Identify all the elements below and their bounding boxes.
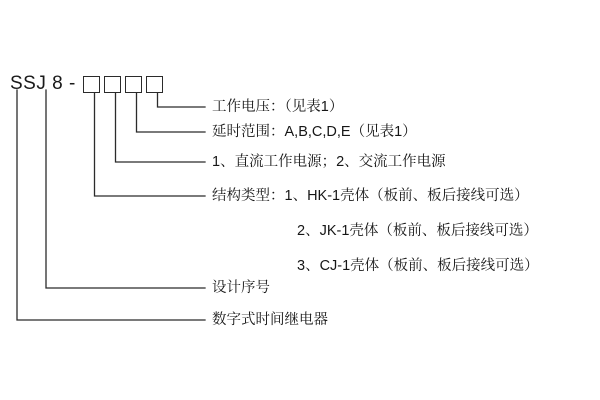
leader-delay-range — [137, 93, 206, 132]
label-design-number: 设计序号 — [212, 280, 270, 296]
label-structure-type-2: 2、JK-1壳体（板前、板后接线可选） — [297, 223, 538, 239]
leader-structure-type — [95, 93, 206, 196]
model-code-text: SSJ 8 - — [10, 73, 76, 94]
label-delay-range: 延时范围：A,B,C,D,E（见表1） — [212, 124, 417, 140]
leader-working-voltage — [158, 93, 206, 107]
leader-design-number — [46, 90, 205, 288]
label-structure-type-3: 3、CJ-1壳体（板前、板后接线可选） — [297, 258, 539, 274]
label-product-name: 数字式时间继电器 — [212, 312, 328, 328]
leader-product-name — [17, 90, 205, 320]
leader-power-supply — [116, 93, 206, 162]
label-power-supply: 1、直流工作电源；2、交流工作电源 — [212, 154, 446, 170]
label-working-voltage: 工作电压：（见表1） — [212, 99, 344, 115]
label-structure-type: 结构类型：1、HK-1壳体（板前、板后接线可选） — [212, 188, 529, 204]
